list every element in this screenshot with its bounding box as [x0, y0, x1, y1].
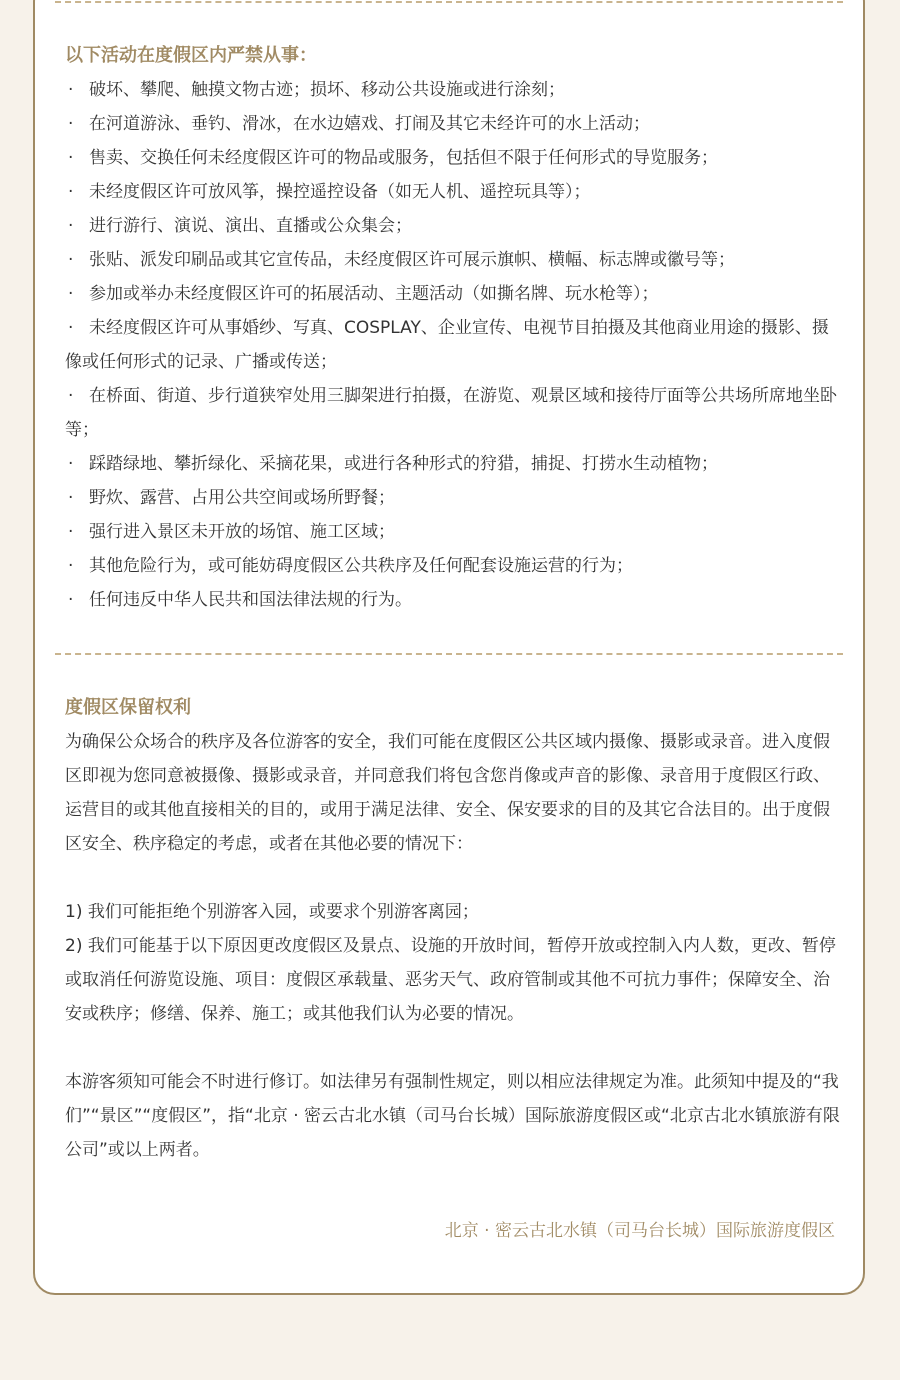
list-item-text: 未经度假区许可从事婚纱、写真、COSPLAY、企业宣传、电视节目拍摄及其他商业用途的摄影、摄像或任何形式的记录、广播或传送；: [65, 318, 829, 372]
list-item: [65, 73, 841, 107]
list-item-text: 其他危险行为，或可能妨碍度假区公共秩序及任何配套设施运营的行为；: [89, 556, 633, 576]
bullet-icon: ·: [68, 250, 74, 270]
list-item: [65, 107, 841, 141]
rights-point-1: 1) 我们可能拒绝个别游客入园，或要求个别游客离园；: [65, 902, 479, 922]
bullet-icon: ·: [68, 114, 74, 134]
list-item-text: 任何违反中华人民共和国法律法规的行为。: [89, 590, 412, 610]
list-item-text: 在桥面、街道、步行道狭窄处用三脚架进行拍摄，在游览、观景区域和接待厅面等公共场所席地坐卧等；: [65, 386, 837, 440]
list-item: [65, 447, 841, 481]
list-item-text: 强行进入景区未开放的场馆、施工区域；: [89, 522, 395, 542]
revision-notice-paragraph: 本游客须知可能会不时进行修订。如法律另有强制性规定，则以相应法律规定为准。此须知中提及的“我们”“景区”“度假区”，指“北京 · 密云古北水镇（司马台长城）国际旅游度假区或“北京古北水镇旅游有限公司”或以上两者。: [65, 1072, 840, 1160]
rights-intro-paragraph: 为确保公众场合的秩序及各位游客的安全，我们可能在度假区公共区域内摄像、摄影或录音。进入度假区即视为您同意被摄像、摄影或录音，并同意我们将包含您肖像或声音的影像、录音用于度假区行政、运营目的或其他直接相关的目的，或用于满足法律、安全、保安要求的目的及其它合法目的。出于度假区安全、秩序稳定的考虑，或者在其他必要的情况下：: [65, 732, 830, 854]
rights-section-title: 度假区保留权利: [65, 697, 191, 718]
rights-point-2: 2) 我们可能基于以下原因更改度假区及景点、设施的开放时间，暂停开放或控制入内人数，更改、暂停或取消任何游览设施、项目：度假区承载量、恶劣天气、政府管制或其他不可抗力事件；保障安全、治安或秩序；修缮、保养、施工；或其他我们认为必要的情况。: [65, 936, 836, 1024]
rights-body: [65, 725, 845, 1167]
dashed-divider-top: [55, 1, 843, 3]
bullet-icon: ·: [68, 284, 74, 304]
list-item: [65, 549, 841, 583]
list-item: [65, 583, 841, 617]
notice-card: [33, 0, 865, 1295]
bullet-icon: ·: [68, 216, 74, 236]
bullet-icon: ·: [68, 454, 74, 474]
list-item-text: 破坏、攀爬、触摸文物古迹；损坏、移动公共设施或进行涂刻；: [89, 80, 565, 100]
prohibited-list: [65, 73, 841, 617]
bullet-icon: ·: [68, 80, 74, 100]
list-item-text: 参加或举办未经度假区许可的拓展活动、主题活动（如撕名牌、玩水枪等）；: [89, 284, 659, 304]
bullet-icon: ·: [68, 148, 74, 168]
bullet-icon: ·: [68, 488, 74, 508]
list-item: [65, 141, 841, 175]
list-item-text: 未经度假区许可放风筝，操控遥控设备（如无人机、遥控玩具等）；: [89, 182, 591, 202]
list-item-text: 野炊、露营、占用公共空间或场所野餐；: [89, 488, 395, 508]
list-item: [65, 379, 841, 447]
list-item-text: 张贴、派发印刷品或其它宣传品，未经度假区许可展示旗帜、横幅、标志牌或徽号等；: [89, 250, 735, 270]
list-item-text: 进行游行、演说、演出、直播或公众集会；: [89, 216, 412, 236]
bullet-icon: ·: [68, 590, 74, 610]
dashed-divider-middle: [55, 653, 843, 655]
list-item: [65, 277, 841, 311]
bullet-icon: ·: [68, 556, 74, 576]
list-item: [65, 311, 841, 379]
bullet-icon: ·: [68, 522, 74, 542]
list-item-text: 踩踏绿地、攀折绿化、采摘花果，或进行各种形式的狩猎，捕捉、打捞水生动植物；: [89, 454, 718, 474]
list-item: [65, 515, 841, 549]
bullet-icon: ·: [68, 182, 74, 202]
resort-signature: 北京 · 密云古北水镇（司马台长城）国际旅游度假区: [444, 1221, 835, 1241]
list-item: [65, 481, 841, 515]
bullet-icon: ·: [68, 386, 74, 406]
list-item: [65, 243, 841, 277]
list-item: [65, 209, 841, 243]
list-item-text: 在河道游泳、垂钓、滑冰，在水边嬉戏、打闹及其它未经许可的水上活动；: [89, 114, 650, 134]
bullet-icon: ·: [68, 318, 74, 338]
prohibited-section-title: 以下活动在度假区内严禁从事：: [65, 45, 317, 66]
list-item: [65, 175, 841, 209]
list-item-text: 售卖、交换任何未经度假区许可的物品或服务，包括但不限于任何形式的导览服务；: [89, 148, 718, 168]
